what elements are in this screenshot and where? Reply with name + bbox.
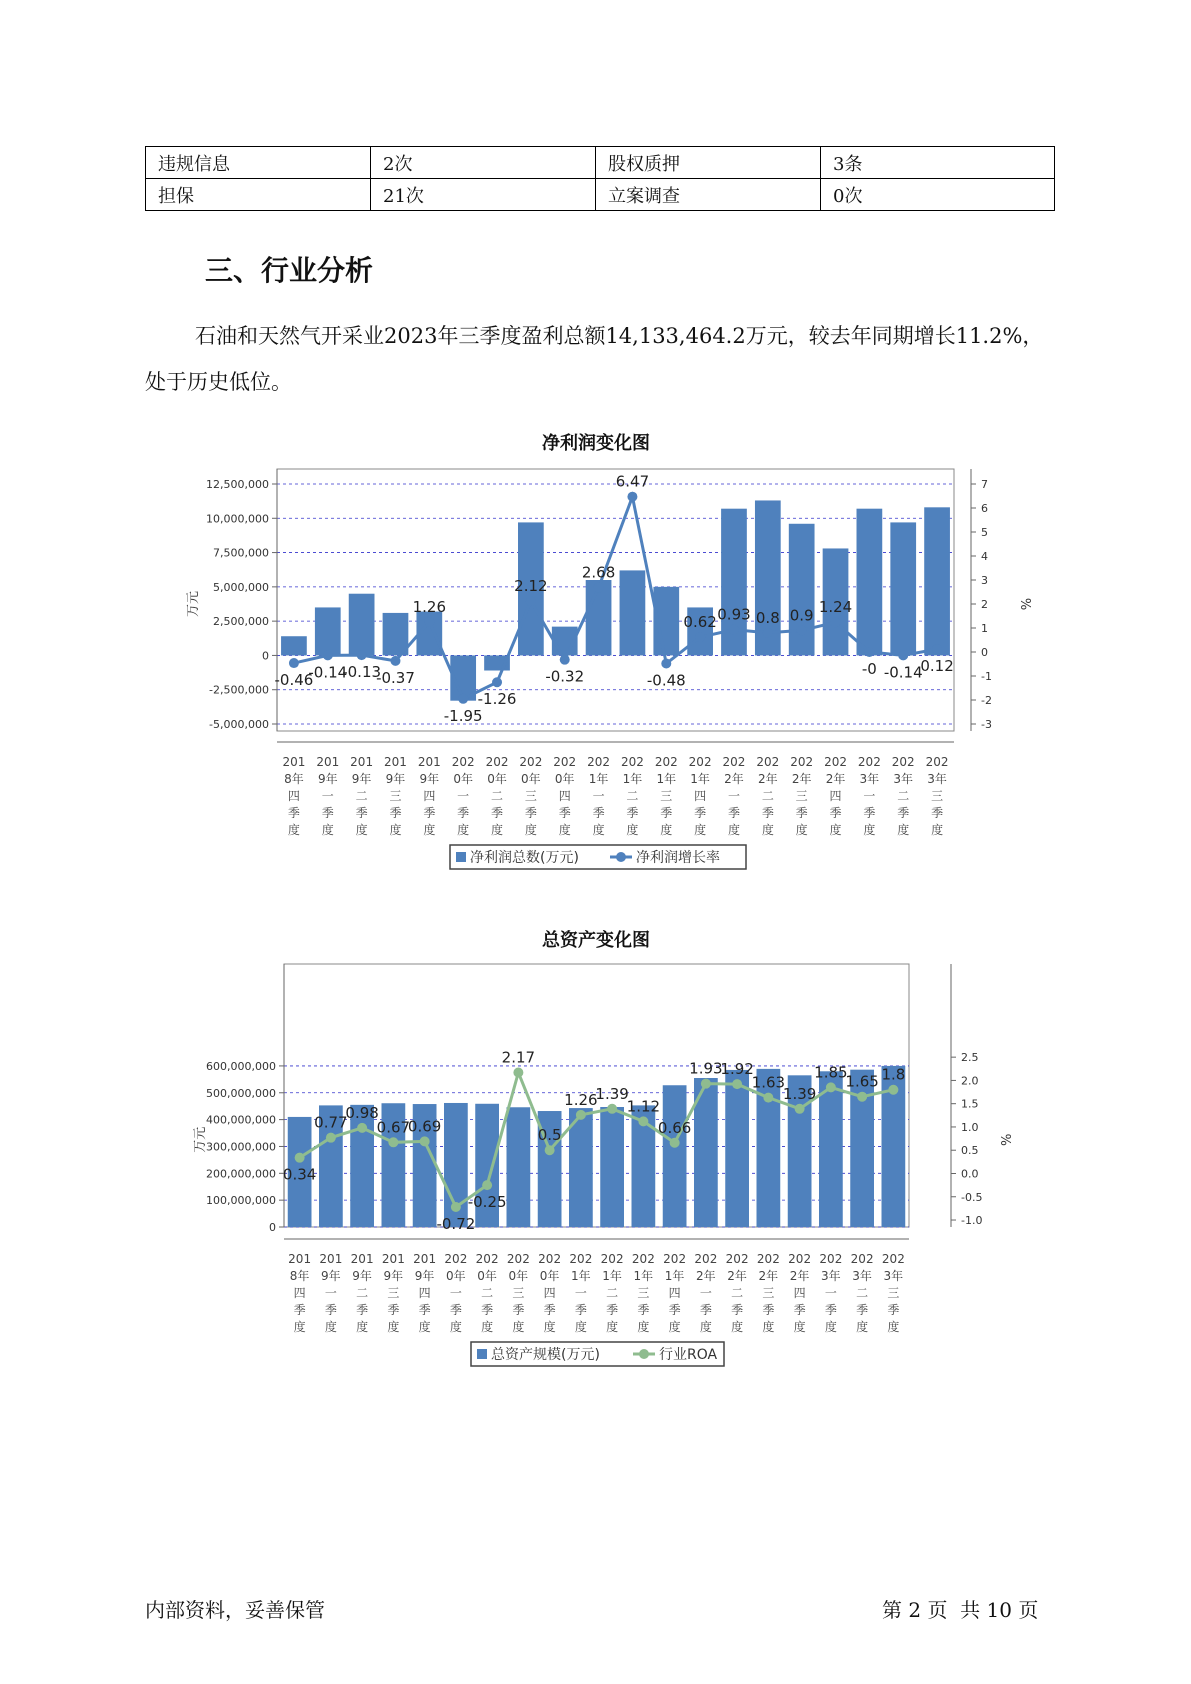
data-label: 0.12 (920, 657, 954, 676)
x-tick-label: 201 9年四季度 (417, 755, 441, 837)
y-tick-label: 12,500,000 (206, 478, 269, 491)
x-tick-label: 202 1年三季度 (631, 1252, 655, 1334)
legend-line-label: 行业ROA (659, 1347, 718, 1363)
x-tick-label: 202 2年一季度 (722, 755, 746, 837)
x-tick-label: 202 1年一季度 (569, 1252, 593, 1334)
summary-paragraph: 石油和天然气开采业2023年三季度盈利总额14,133,464.2万元，较去年同期增长11.2%，处于历史低位。 (145, 324, 1044, 394)
data-label: -0.72 (436, 1214, 476, 1233)
data-label: 1.26 (412, 597, 447, 616)
x-tick-label: 201 8年四季度 (288, 1252, 312, 1334)
x-tick-label: 201 9年四季度 (413, 1252, 437, 1334)
y2-tick-label: 2.5 (961, 1051, 979, 1065)
x-tick-label: 202 1年三季度 (654, 755, 678, 837)
legend-bar-label: 总资产规模(万元) (491, 1347, 600, 1363)
data-label: 0.62 (683, 613, 717, 632)
data-label: -0.14 (883, 663, 923, 682)
data-label: 1.12 (626, 1097, 661, 1116)
data-label: -0.37 (376, 668, 415, 687)
table-cell: 担保 (146, 179, 371, 211)
legend-bar-label: 净利润总数(万元) (470, 850, 579, 866)
legend-line-marker (639, 1349, 649, 1359)
line-point (326, 1133, 336, 1143)
data-label: 0.67 (376, 1118, 411, 1137)
bar (507, 1107, 531, 1227)
y2-tick-label: 1 (981, 622, 988, 635)
chart-title: 总资产变化图 (542, 930, 650, 951)
y2-tick-label: 6 (981, 502, 988, 515)
x-tick-label: 202 2年四季度 (788, 1252, 812, 1334)
y2-tick-label: 2.0 (961, 1074, 979, 1088)
line-point (451, 1202, 461, 1212)
x-tick-label: 202 2年三季度 (756, 1252, 780, 1334)
y2-tick-label: -0.5 (961, 1190, 983, 1204)
y2-tick-label: 0.5 (961, 1144, 979, 1158)
line-point (482, 1180, 492, 1190)
data-label: 2.17 (501, 1048, 536, 1067)
line-point (763, 1093, 773, 1103)
x-tick-label: 202 0年四季度 (538, 1252, 562, 1334)
bar (725, 1070, 749, 1227)
x-tick-label: 202 3年三季度 (925, 755, 949, 837)
line-point (795, 1104, 805, 1114)
data-label: -0 (861, 660, 877, 678)
legend-bar-swatch (477, 1349, 487, 1359)
x-tick-label: 202 2年二季度 (725, 1252, 749, 1334)
line-point (701, 1079, 711, 1089)
data-label: 0.9 (789, 606, 814, 625)
footer-left: 内部资料，妥善保管 (145, 1598, 325, 1622)
data-label: 0.93 (717, 605, 751, 624)
table-cell: 2次 (371, 147, 596, 179)
table-cell: 3条 (821, 147, 1055, 179)
x-tick-label: 202 0年二季度 (475, 1252, 499, 1334)
y-tick-label: -5,000,000 (209, 718, 269, 731)
data-label: 1.26 (564, 1090, 598, 1109)
y-tick-label: 5,000,000 (213, 580, 269, 594)
x-tick-label: 202 0年一季度 (444, 1252, 468, 1334)
y2-axis-label: % (997, 1133, 1012, 1146)
data-label: 0.66 (657, 1118, 692, 1137)
table-cell: 21次 (371, 179, 596, 211)
line-point (576, 1110, 586, 1120)
line-point (826, 1082, 836, 1092)
x-tick-label: 201 8年四季度 (282, 755, 306, 837)
line-point (295, 1153, 305, 1163)
chart-title: 净利润变化图 (542, 433, 650, 454)
data-label: -1.26 (477, 690, 517, 709)
y-tick-label: 200,000,000 (206, 1167, 276, 1181)
data-label: 2.12 (514, 577, 548, 596)
bar (600, 1107, 624, 1227)
x-tick-label: 202 3年二季度 (891, 755, 915, 837)
y-axis-label: 万元 (193, 1126, 208, 1153)
data-label: 0.5 (537, 1126, 562, 1145)
x-tick-label: 201 9年一季度 (319, 1252, 343, 1334)
x-tick-label: 202 1年四季度 (688, 755, 712, 837)
x-tick-label: 201 9年二季度 (350, 755, 374, 837)
y-tick-label: -2,500,000 (209, 683, 269, 697)
data-label: 6.47 (615, 472, 650, 491)
data-label: 0.8 (755, 608, 780, 627)
y2-tick-label: 0.0 (961, 1167, 979, 1181)
data-label: 2.68 (581, 563, 616, 582)
x-tick-label: 202 1年二季度 (620, 755, 644, 837)
data-label: 0.69 (407, 1117, 442, 1136)
data-label: 1.85 (814, 1063, 848, 1082)
y2-tick-label: -1.0 (961, 1214, 983, 1228)
data-label: 1.39 (595, 1084, 629, 1103)
y2-tick-label: 4 (981, 550, 988, 563)
table-cell: 股权质押 (596, 147, 821, 179)
y2-tick-label: 3 (981, 574, 988, 587)
x-tick-label: 201 9年二季度 (350, 1252, 374, 1334)
y-tick-label: 2,500,000 (213, 615, 269, 629)
data-label: -1.95 (443, 706, 483, 725)
y-tick-label: 400,000,000 (206, 1113, 276, 1127)
y-tick-label: 7,500,000 (213, 546, 269, 560)
data-label: -0.46 (274, 671, 314, 690)
data-label: -0.13 (342, 663, 382, 682)
x-tick-label: 202 1年一季度 (587, 755, 611, 837)
y-tick-label: 500,000,000 (206, 1086, 276, 1100)
y-tick-label: 300,000,000 (206, 1140, 276, 1154)
y2-tick-label: -2 (981, 694, 992, 707)
line-point (545, 1145, 555, 1155)
legend-line-label: 净利润增长率 (636, 850, 720, 866)
section-heading: 三、行业分析 (205, 254, 374, 287)
x-tick-label: 202 0年三季度 (506, 1252, 530, 1334)
x-tick-label: 202 1年二季度 (600, 1252, 624, 1334)
x-tick-label: 201 9年三季度 (384, 755, 407, 837)
line-point (357, 1123, 367, 1133)
x-tick-label: 202 0年三季度 (519, 755, 543, 837)
y-tick-label: 600,000,000 (206, 1059, 276, 1073)
data-label: 1.93 (689, 1059, 723, 1078)
x-tick-label: 202 0年一季度 (451, 755, 475, 837)
x-tick-label: 201 9年一季度 (316, 755, 340, 837)
line-point (670, 1138, 680, 1148)
y2-tick-label: -3 (981, 718, 992, 731)
x-tick-label: 202 2年三季度 (790, 755, 814, 837)
line-point (888, 1085, 898, 1095)
y2-tick-label: 0 (981, 646, 988, 659)
data-label: 1.8 (881, 1065, 906, 1084)
y-tick-label: 0 (269, 1221, 276, 1234)
y2-tick-label: 1.5 (961, 1097, 979, 1111)
y-tick-label: 10,000,000 (206, 512, 269, 526)
y2-axis-label: % (1017, 597, 1032, 611)
line-point (638, 1116, 648, 1126)
table-cell: 0次 (821, 179, 1055, 211)
x-tick-label: 202 2年一季度 (694, 1252, 718, 1334)
line-point (420, 1136, 430, 1146)
line-point (513, 1068, 523, 1078)
data-label: 0.98 (345, 1103, 379, 1122)
data-label: 1.65 (845, 1072, 879, 1091)
x-tick-label: 202 3年一季度 (857, 755, 881, 837)
data-label: -0.25 (467, 1193, 507, 1212)
x-tick-label: 202 3年三季度 (881, 1252, 905, 1334)
x-tick-label: 202 0年四季度 (553, 755, 577, 837)
y2-tick-label: 5 (981, 526, 988, 539)
x-tick-label: 202 2年二季度 (756, 755, 780, 837)
table-cell: 违规信息 (146, 147, 371, 179)
x-tick-label: 202 3年一季度 (819, 1252, 843, 1334)
y2-tick-label: 1.0 (961, 1120, 979, 1134)
data-label: -0.32 (545, 667, 585, 686)
data-label: 0.34 (282, 1165, 317, 1184)
data-label: -0.48 (646, 671, 686, 690)
y2-tick-label: 2 (981, 598, 988, 611)
data-label: 1.92 (720, 1060, 754, 1079)
footer-page-number: 第 2 页 共 10 页 (882, 1598, 1039, 1622)
line-point (732, 1079, 742, 1089)
y-axis-label: 万元 (186, 590, 201, 618)
bar (663, 1085, 687, 1227)
y2-tick-label: -1 (981, 670, 992, 683)
data-label: -0.14 (308, 663, 348, 682)
y-tick-label: 0 (262, 649, 269, 663)
y-tick-label: 100,000,000 (206, 1194, 276, 1208)
x-tick-label: 202 2年四季度 (824, 755, 847, 837)
table-cell: 立案调查 (596, 179, 821, 211)
line-point (388, 1137, 398, 1147)
y2-tick-label: 7 (981, 478, 988, 491)
x-tick-label: 202 3年二季度 (850, 1252, 874, 1334)
x-tick-label: 202 1年四季度 (663, 1252, 687, 1334)
line-point (607, 1104, 617, 1114)
x-tick-label: 202 0年二季度 (485, 755, 509, 837)
data-label: 1.63 (751, 1073, 786, 1092)
data-label: 1.39 (782, 1084, 817, 1103)
line-point (857, 1092, 867, 1102)
data-label: 1.24 (818, 598, 853, 617)
x-tick-label: 201 9年三季度 (381, 1252, 405, 1334)
data-label: 0.77 (314, 1113, 348, 1132)
